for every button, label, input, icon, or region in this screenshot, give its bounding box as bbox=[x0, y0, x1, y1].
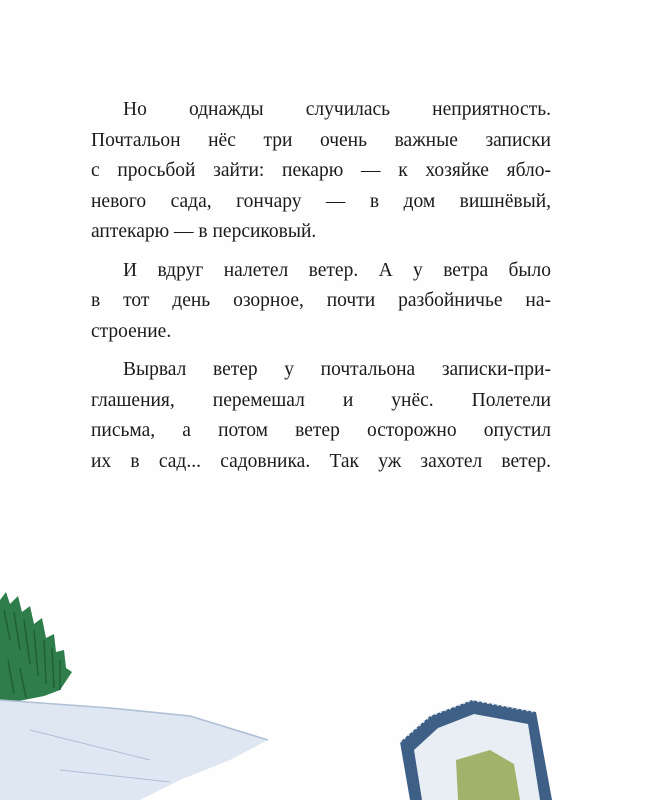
text-line: письма, а потом ветер осторожно опустил bbox=[91, 420, 551, 441]
text-line: с просьбой зайти: пекарю — к хозяйке ябло- bbox=[91, 160, 551, 181]
text-line: их в сад... садовника. Так уж захотел ветер. bbox=[91, 450, 551, 472]
text-line: Но однажды случилась неприятность. bbox=[123, 99, 551, 120]
text-line: строение. bbox=[91, 320, 172, 342]
text-line: И вдруг налетел ветер. А у ветра было bbox=[123, 259, 551, 281]
stamp-illustration bbox=[400, 700, 552, 800]
envelope-illustration bbox=[0, 700, 268, 800]
text-line: Вырвал ветер у почтальона записки-при- bbox=[123, 359, 551, 380]
text-line: в тот день озорное, почти разбойничье на- bbox=[91, 290, 551, 311]
text-line: невого сада, гончару — в дом вишнёвый, bbox=[91, 190, 551, 212]
text-line: глашения, перемешал и унёс. Полетели bbox=[91, 389, 551, 411]
text-line: аптекарю — в персиковый. bbox=[91, 221, 317, 242]
envelope-flap bbox=[0, 700, 268, 800]
text-line: Почтальон нёс три очень важные записки bbox=[91, 129, 551, 151]
foliage-illustration bbox=[0, 592, 72, 704]
